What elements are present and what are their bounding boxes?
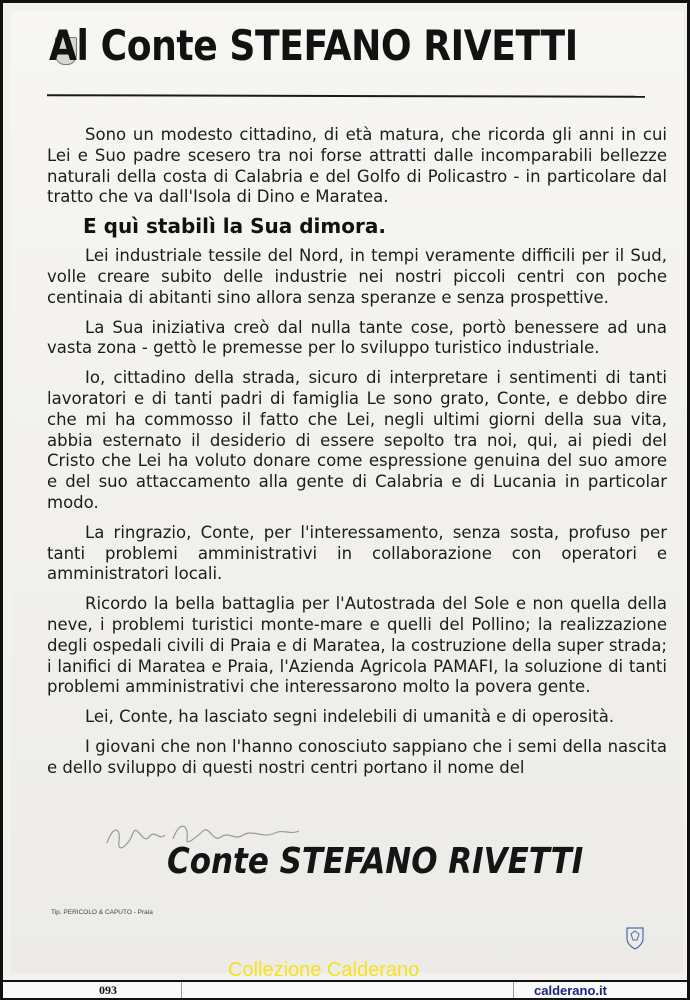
paragraph-7: Lei, Conte, ha lasciato segni indelebili di umanità e di operosità.	[85, 707, 615, 727]
footer-inner	[3, 982, 687, 998]
site-link[interactable]: calderano.it	[534, 983, 607, 998]
document-title: Al Conte STEFANO RIVETTI	[49, 21, 578, 70]
collection-watermark: Collezione Calderano	[228, 959, 420, 980]
footer-bar	[0, 980, 690, 1000]
section-heading: E quì stabilì la Sua dimora.	[83, 214, 386, 239]
stamp-icon	[625, 925, 645, 951]
image-frame	[3, 3, 687, 980]
paragraph-5: La ringrazio, Conte, per l'interessamento, senza sosta, profuso per tanti problemi amministrativi in collaborazione con operatori e amministratori locali.	[47, 522, 667, 584]
footer-divider	[513, 982, 514, 998]
printer-credit: Tip. PERICOLO & CAPUTO - Praia	[51, 909, 153, 916]
paragraph-6: Ricordo la bella battaglia per l'Autostrada del Sole e non quella della neve, i problemi turistici monte-mare e quelli del Pollino; la realizzazione degli ospedali civili di Praia e di Maratea, la costruzione della super strada; i lanifici di Maratea e Praia, l'Azienda Agricola PAMAFI, la soluzione di tanti problemi amministrativi che interessarono molto la povera gente.	[47, 594, 667, 697]
page-number: 093	[99, 983, 117, 997]
document-body	[47, 125, 667, 779]
closing-name: Conte STEFANO RIVETTI	[167, 841, 584, 882]
paragraph-2: Lei industriale tessile del Nord, in tempi veramente difficili per il Sud, volle creare subito delle industrie nei nostri piccoli centri con poche centinaia di abitanti sino allora senza speranze e senza prospettive.	[47, 246, 667, 307]
paragraph-8: I giovani che non l'hanno conosciuto sappiano che i semi della nascita e dello sviluppo di questi nostri centri portano il nome del	[47, 736, 667, 777]
paragraph-3: La Sua iniziativa creò dal nulla tante cose, portò benessere ad una vasta zona - gettò le premesse per lo sviluppo turistico industriale.	[47, 317, 667, 358]
footer-divider	[181, 982, 182, 998]
paragraph-1: Sono un modesto cittadino, di età matura, che ricorda gli anni in cui Lei e Suo padre scesero tra noi forse attratti dalle incomparabili bellezze naturali della costa di Calabria e del Golfo di Policastro - in particolare dal tratto che va dall'Isola di Dino e Maratea.	[47, 125, 667, 207]
paragraph-4: Io, cittadino della strada, sicuro di interpretare i sentimenti di tanti lavoratori e di tanti padri di famiglia Le sono grato, Conte, e debbo dire che mi ha commosso il fatto che Lei, negli ultimi giorni della sua vita, abbia esternato il desiderio di essere sepolto tra noi, qui, ai piedi del Cristo che Lei ha voluto donare come espressione genuina del suo amore e del suo attaccamento alla gente di Calabria e di Lucania in particolar modo.	[47, 368, 667, 512]
